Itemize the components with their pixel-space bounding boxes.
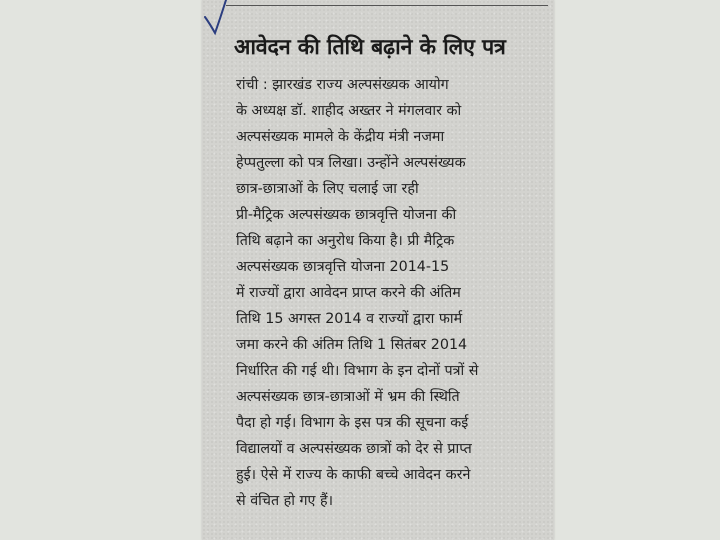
body-line: अल्पसंख्यक मामले के केंद्रीय मंत्री नजमा <box>236 129 445 145</box>
article-body <box>236 72 548 514</box>
body-line: के अध्यक्ष डॉ. शाहीद अख्तर ने मंगलवार को <box>236 103 462 119</box>
body-line: हुई। ऐसे में राज्य के काफी बच्चे आवेदन करने <box>236 467 471 483</box>
top-rule-divider <box>226 5 548 6</box>
body-line: तिथि बढ़ाने का अनुरोध किया है। प्री मैट्रिक <box>236 233 455 249</box>
body-line: हेप्पतुल्ला को पत्र लिखा। उन्होंने अल्पसंख्यक <box>236 155 466 171</box>
headline: आवेदन की तिथि बढ़ाने के लिए पत्र <box>234 35 506 60</box>
body-line: में राज्यों द्वारा आवेदन प्राप्त करने की अंतिम <box>236 285 461 301</box>
body-line: तिथि 15 अगस्त 2014 व राज्यों द्वारा फार्म <box>236 311 463 327</box>
body-line: अल्पसंख्यक छात्र-छात्राओं में भ्रम की स्थिति <box>236 389 460 405</box>
body-line: अल्पसंख्यक छात्रवृत्ति योजना 2014-15 <box>236 259 450 275</box>
body-line: विद्यालयों व अल्पसंख्यक छात्रों को देर से प्राप्त <box>236 441 472 457</box>
body-line: पैदा हो गई। विभाग के इस पत्र की सूचना कई <box>236 415 469 431</box>
body-line: निर्धारित की गई थी। विभाग के इन दोनों पत्रों से <box>236 363 479 379</box>
body-line: से वंचित हो गए हैं। <box>236 493 333 509</box>
newspaper-clipping <box>202 0 554 540</box>
body-line: जमा करने की अंतिम तिथि 1 सितंबर 2014 <box>236 337 468 353</box>
body-line: छात्र-छात्राओं के लिए चलाई जा रही <box>236 181 419 197</box>
body-line: रांची : झारखंड राज्य अल्पसंख्यक आयोग <box>236 77 449 93</box>
body-line: प्री-मैट्रिक अल्पसंख्यक छात्रवृत्ति योजना की <box>236 207 457 223</box>
